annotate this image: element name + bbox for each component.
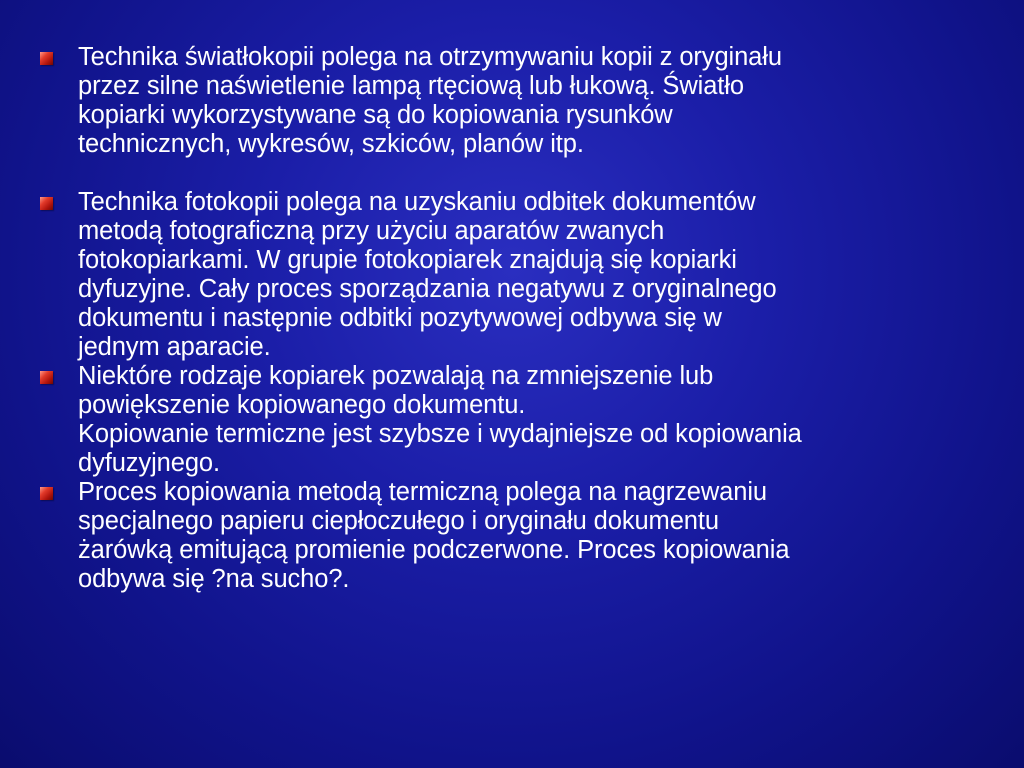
red-square-bullet-icon [40,197,53,210]
bullet-text-4: Proces kopiowania metodą termiczną polega na nagrzewaniu specjalnego papieru ciepłoczułego i oryginału dokumentu żarówką emitującą promienie podczerwone. Proces kopiowania odbywa się ?na sucho?. [78,478,790,593]
bullet-item-4 [40,478,990,594]
red-square-bullet-icon [40,371,53,384]
red-square-bullet-icon [40,52,53,65]
bullet-list [40,43,990,594]
bullet-item-1 [40,43,990,159]
bullet-text-3: Niektóre rodzaje kopiarek pozwalają na zmniejszenie lub powiększenie kopiowanego dokumentu. Kopiowanie termiczne jest szybsze i wydajniejsze od kopiowania dyfuzyjnego. [78,362,802,477]
bullet-item-3 [40,362,990,478]
bullet-item-2 [40,188,990,362]
bullet-text-1: Technika światłokopii polega na otrzymywaniu kopii z oryginału przez silne naświetlenie lampą rtęciową lub łukową. Światło kopiarki wykorzystywane są do kopiowania rysunków technicznych, wykresów, szkiców, planów itp. [78,43,782,158]
bullet-text-2: Technika fotokopii polega na uzyskaniu odbitek dokumentów metodą fotograficzną przy użyciu aparatów zwanych fotokopiarkami. W grupie fotokopiarek znajdują się kopiarki dyfuzyjne. Cały proces sporządzania negatywu z oryginalnego dokumentu i następnie odbitki pozytywowej odbywa się w jednym aparacie. [78,188,777,361]
red-square-bullet-icon [40,487,53,500]
